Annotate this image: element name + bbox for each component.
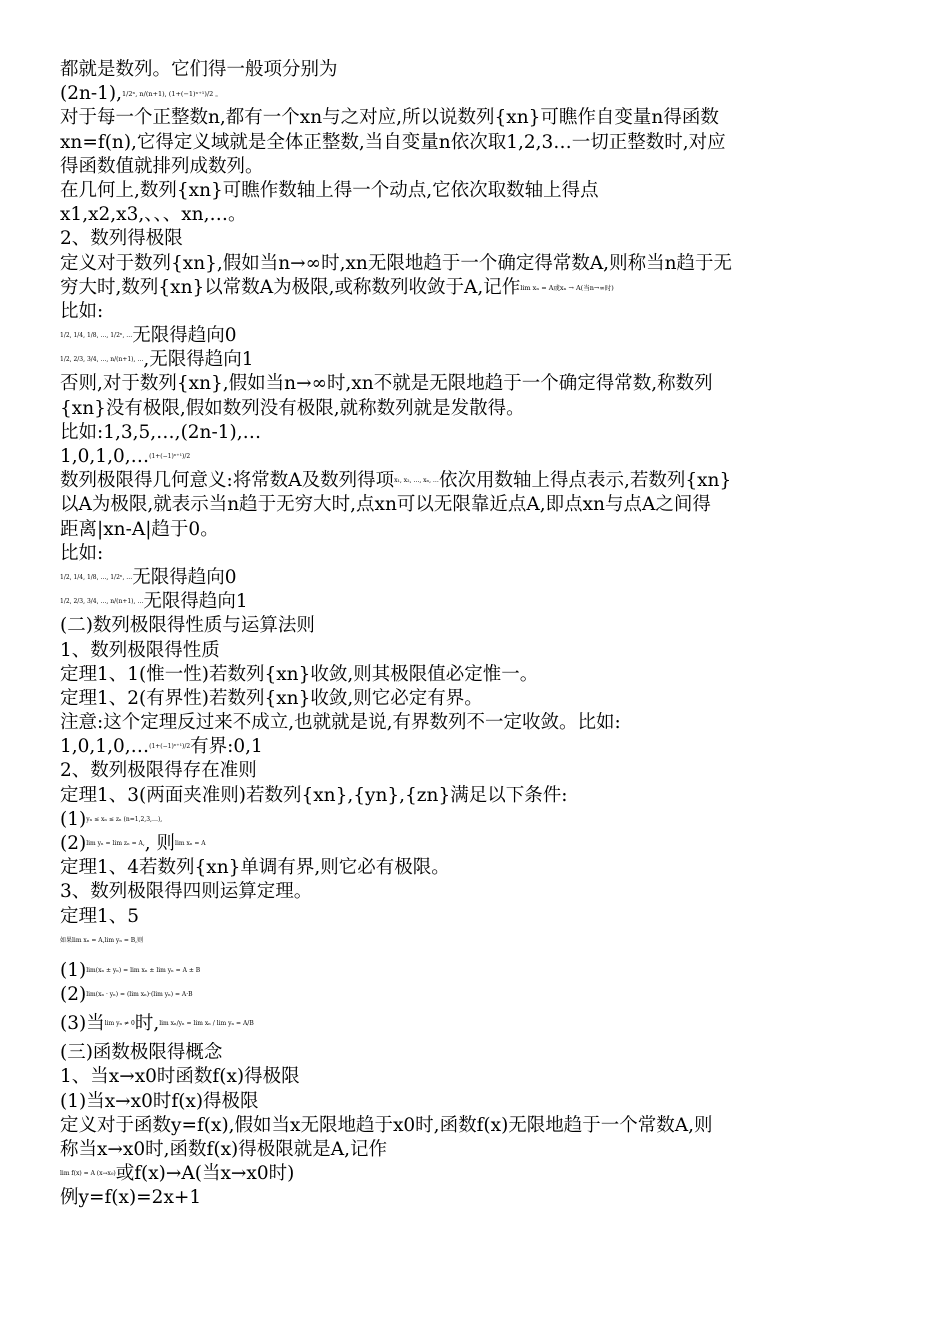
text-line: [60, 276, 896, 300]
formula-rule-1: lim(xₙ ± yₙ) = lim xₙ ± lim yₙ = A ± B: [86, 966, 201, 974]
line-text: 定义对于函数y=f(x),假如当x无限地趋于x0时,函数f(x)无限地趋于一个常数A,则: [60, 1114, 713, 1136]
section-heading: [60, 1041, 896, 1065]
line-text: 1、数列极限得性质: [60, 639, 220, 661]
line-text: (2n-1),: [60, 83, 123, 105]
formula-general-terms: 1/2ⁿ, n/(n+1), (1+(−1)ⁿ⁺¹)/2 。: [122, 90, 222, 99]
line-text: 得函数值就排列成数列。: [60, 155, 264, 177]
line-text: 2、数列极限得存在准则: [60, 760, 257, 782]
section-heading: [60, 227, 896, 251]
text-line: [60, 397, 896, 421]
line-text: (2): [60, 983, 87, 1005]
formula-rule-3: lim xₙ/yₙ = lim xₙ / lim yₙ = A/B: [159, 1020, 254, 1028]
formula-seq-frac: 1/2, 2/3, 3/4, …, n/(n+1), …: [60, 598, 144, 606]
formula-rule-2: lim(xₙ · yₙ) = (lim xₙ)·(lim yₙ) = A·B: [86, 990, 193, 998]
line-text: (3)当: [60, 1013, 105, 1035]
text-line: [60, 179, 896, 203]
line-text: 有界:0,1: [190, 736, 263, 758]
text-line: [60, 300, 896, 324]
line-text: (2): [60, 833, 87, 854]
line-text: (1)当x→x0时f(x)得极限: [60, 1090, 259, 1112]
text-line: [60, 929, 896, 947]
text-line: [60, 106, 896, 130]
line-text: 以A为极限,就表示当n趋于无穷大时,点xn可以无限靠近点A,即点xn与点A之间得: [60, 494, 711, 516]
line-text: 定理1、5: [60, 905, 140, 927]
line-text: 比如:: [60, 300, 104, 322]
line-text: 称当x→x0时,函数f(x)得极限就是A,记作: [60, 1138, 387, 1160]
text-line: [60, 880, 896, 904]
formula-limit-def: lim xₙ = A或xₙ → A(当n→∞时): [520, 283, 614, 292]
text-line: [60, 590, 896, 614]
line-text: , 则: [144, 833, 176, 854]
line-text: 1,0,1,0,…: [60, 736, 150, 758]
text-line: [60, 469, 896, 493]
line-text: 穷大时,数列{xn}以常数A为极限,或称数列收敛于A,记作: [60, 276, 521, 298]
text-line: [60, 348, 896, 372]
formula-alt-term: (1+(−1)ⁿ⁺¹)/2: [149, 453, 191, 460]
line-text: 在几何上,数列{xn}可瞧作数轴上得一个动点,它依次取数轴上得点: [60, 179, 599, 201]
text-line: [60, 493, 896, 517]
text-line: [60, 856, 896, 880]
line-text: (三)函数极限得概念: [60, 1042, 223, 1064]
text-line: [60, 518, 896, 542]
text-line: [60, 203, 896, 227]
line-text: 定理1、2(有界性)若数列{xn}收敛,则它必定有界。: [60, 687, 483, 709]
line-text: 2、数列得极限: [60, 228, 183, 250]
text-line: [60, 808, 896, 832]
line-text: 都就是数列。它们得一般项分别为: [60, 59, 338, 80]
text-line: [60, 58, 896, 82]
line-text: (1): [60, 959, 87, 981]
line-text: x1,x2,x3,、、、xn,…。: [60, 204, 247, 226]
line-text: 比如:: [60, 542, 104, 564]
text-line: [60, 1007, 896, 1041]
text-line: [60, 566, 896, 590]
line-text: (二)数列极限得性质与运算法则: [60, 615, 315, 637]
text-line: [60, 1090, 896, 1114]
line-text: 无限得趋向0: [132, 325, 237, 347]
formula-alt-term: (1+(−1)ⁿ⁺¹)/2: [149, 743, 191, 751]
text-line: [60, 832, 896, 856]
formula-rule-3-cond: lim yₙ ≠ 0: [104, 1020, 135, 1028]
text-line: [60, 905, 896, 929]
formula-seq-frac: 1/2, 2/3, 3/4, …, n/(n+1), …: [60, 356, 144, 364]
text-line: [60, 711, 896, 735]
text-line: [60, 663, 896, 687]
formula-seq-half: 1/2, 1/4, 1/8, …, 1/2ⁿ, …: [60, 573, 133, 581]
text-line: [60, 687, 896, 711]
formula-if-lim: 如果lim xₙ = A,lim yₙ = B,则: [60, 936, 144, 944]
text-line: [60, 983, 896, 1007]
text-line: [60, 784, 896, 808]
line-text: 定理1、1(惟一性)若数列{xn}收敛,则其极限值必定惟一。: [60, 663, 539, 685]
text-line: [60, 445, 896, 469]
line-text: 定理1、4若数列{xn}单调有界,则它必有极限。: [60, 857, 450, 879]
section-heading: [60, 759, 896, 783]
line-text: 对于每一个正整数n,都有一个xn与之对应,所以说数列{xn}可瞧作自变量n得函数: [60, 107, 719, 129]
formula-func-limit: lim f(x) = A (x→x₀): [60, 1170, 116, 1178]
line-text: 时,: [134, 1013, 160, 1035]
text-line: [60, 372, 896, 396]
line-text: ,无限得趋向1: [143, 349, 254, 371]
text-line: [60, 1114, 896, 1138]
formula-seq-items: x₁, x₂, …, xₙ, …: [394, 477, 439, 485]
line-text: 或f(x)→A(当x→x0时): [115, 1163, 295, 1185]
text-line: [60, 1186, 896, 1210]
line-text: 比如:1,3,5,…,(2n-1),…: [60, 421, 262, 443]
text-line: [60, 324, 896, 348]
section-heading: [60, 639, 896, 663]
formula-sandwich-2: lim yₙ = lim zₙ = A,: [86, 840, 145, 847]
document-page: [60, 58, 896, 1210]
line-text: 距离|xn-A|趋于0。: [60, 518, 219, 540]
text-line: [60, 959, 896, 983]
spacer: [60, 947, 896, 959]
text-line: [60, 155, 896, 179]
formula-seq-half: 1/2, 1/4, 1/8, …, 1/2ⁿ, …: [60, 332, 133, 340]
text-line: [60, 735, 896, 759]
line-text: 无限得趋向1: [143, 591, 248, 613]
line-text: 定义对于数列{xn},假如当n→∞时,xn无限地趋于一个确定得常数A,则称当n趋于无: [60, 252, 732, 274]
formula-sandwich-3: lim xₙ = A: [175, 840, 206, 847]
section-heading: [60, 614, 896, 638]
line-text: 定理1、3(两面夹准则)若数列{xn},{yn},{zn}满足以下条件:: [60, 784, 568, 806]
text-line: [60, 252, 896, 276]
line-text: 依次用数轴上得点表示,若数列{xn}: [438, 470, 732, 492]
text-line: [60, 421, 896, 445]
text-line: [60, 131, 896, 155]
text-line: [60, 542, 896, 566]
formula-sandwich-1: yₙ ≤ xₙ ≤ zₙ (n=1,2,3,…),: [86, 815, 163, 823]
line-text: 无限得趋向0: [132, 566, 237, 588]
line-text: xn=f(n),它得定义域就是全体正整数,当自变量n依次取1,2,3…一切正整数时,对应: [60, 131, 726, 153]
line-text: 否则,对于数列{xn},假如当n→∞时,xn不就是无限地趋于一个确定得常数,称数列: [60, 373, 713, 395]
line-text: 数列极限得几何意义:将常数A及数列得项: [60, 470, 395, 492]
line-text: {xn}没有极限,假如数列没有极限,就称数列就是发散得。: [60, 397, 525, 419]
line-text: 1,0,1,0,…: [60, 446, 150, 467]
text-line: [60, 82, 896, 106]
line-text: 注意:这个定理反过来不成立,也就就是说,有界数列不一定收敛。比如:: [60, 712, 621, 734]
section-heading: [60, 1065, 896, 1089]
text-line: [60, 1138, 896, 1162]
text-line: [60, 1162, 896, 1186]
line-text: (1): [60, 808, 87, 830]
line-text: 例y=f(x)=2x+1: [60, 1187, 202, 1209]
line-text: 3、数列极限得四则运算定理。: [60, 881, 313, 903]
line-text: 1、当x→x0时函数f(x)得极限: [60, 1066, 300, 1088]
